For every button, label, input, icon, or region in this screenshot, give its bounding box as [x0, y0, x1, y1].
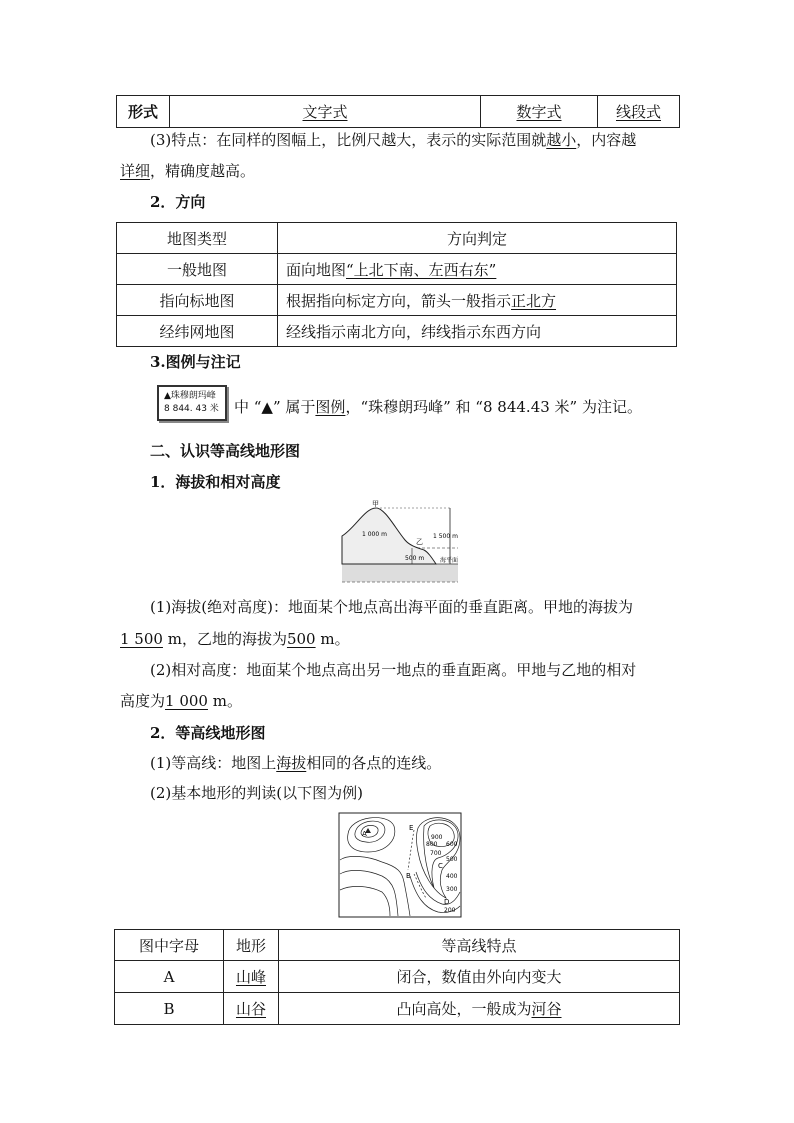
contour-value-300: 300 [446, 886, 458, 893]
altitude-heading: 1．海拔和相对高度 [150, 473, 281, 491]
landform-row-letter: A [115, 961, 224, 993]
legend-heading: 3.图例与注记 [150, 353, 241, 371]
landform-heading: (2)基本地形的判读(以下图为例) [150, 784, 363, 802]
section2-heading: 二、认识等高线地形图 [150, 442, 301, 460]
point-jia-label: 甲 [372, 500, 379, 508]
landform-row-form: 山峰 [224, 961, 279, 993]
scale-form-table [116, 95, 680, 128]
legend-sample-peak: ▲珠穆朗玛峰 [164, 391, 216, 401]
map-label-c: C [438, 862, 443, 870]
landform-table [114, 929, 680, 1025]
landform-row-feature: 闭合，数值由外向内变大 [279, 961, 680, 993]
map-label-e: E [409, 824, 414, 832]
direction-row-rule: 经线指示南北方向，纬线指示东西方向 [278, 316, 677, 347]
legend-sample-height: 8 844. 43 米 [164, 404, 219, 414]
altitude-def-line1: (1)海拔(绝对高度)：地面某个地点高出海平面的垂直距离。甲地的海拔为 [150, 598, 633, 616]
height-500-label: 500 m [405, 555, 425, 562]
landform-row-feature: 凸向高处，一般成为河谷 [279, 993, 680, 1025]
contour-map [338, 812, 462, 918]
scale-feature-line2: 详细，精确度越高。 [120, 162, 256, 180]
landform-header-letter: 图中字母 [115, 930, 224, 961]
map-label-a: A [362, 830, 367, 838]
relative-def-line2: 高度为1 000 m。 [120, 692, 242, 710]
direction-row-rule: 面向地图“上北下南、左西右东” [278, 254, 677, 285]
legend-text: 中 “▲” 属于图例，“珠穆朗玛峰” 和 “8 844.43 米” 为注记。 [234, 398, 642, 416]
map-label-b: B [406, 872, 411, 880]
contour-value-400: 400 [446, 873, 458, 880]
scale-header-form: 形式 [117, 96, 170, 128]
direction-row-type: 指向标地图 [117, 285, 278, 316]
contour-value-600: 600 [446, 841, 458, 848]
point-yi-label: 乙 [416, 538, 423, 546]
landform-row-letter: B [115, 993, 224, 1025]
direction-heading: 2．方向 [150, 193, 206, 211]
altitude-def-line2: 1 500 m，乙地的海拔为500 m。 [120, 630, 350, 648]
scale-header-text: 文字式 [170, 96, 481, 128]
scale-header-numeric: 数字式 [481, 96, 598, 128]
direction-row-type: 经纬网地图 [117, 316, 278, 347]
contour-value-200: 200 [444, 907, 456, 914]
contour-def: (1)等高线：地图上海拔相同的各点的连线。 [150, 754, 442, 772]
scale-feature-line1: (3)特点：在同样的图幅上，比例尺越大，表示的实际范围就越小，内容越 [150, 131, 637, 149]
legend-sample-box [157, 385, 227, 421]
direction-row-rule: 根据指向标定方向，箭头一般指示正北方 [278, 285, 677, 316]
relative-def-line1: (2)相对高度：地面某个地点高出另一地点的垂直距离。甲地与乙地的相对 [150, 661, 637, 679]
landform-header-form: 地形 [224, 930, 279, 961]
contour-value-500: 500 [446, 856, 458, 863]
landform-header-feature: 等高线特点 [279, 930, 680, 961]
sea-level-label: 海平面 [440, 557, 459, 564]
altitude-diagram [340, 498, 460, 584]
height-1000-label: 1 000 m [362, 531, 387, 538]
map-label-d: D [444, 898, 450, 906]
contour-value-800: 800 [426, 841, 438, 848]
landform-row-form: 山谷 [224, 993, 279, 1025]
contour-value-700: 700 [430, 850, 442, 857]
direction-header-rule: 方向判定 [278, 223, 677, 254]
height-1500-label: 1 500 m [433, 533, 458, 540]
contour-value-900: 900 [431, 834, 443, 841]
scale-header-segment: 线段式 [598, 96, 680, 128]
direction-row-type: 一般地图 [117, 254, 278, 285]
direction-header-type: 地图类型 [117, 223, 278, 254]
contour-heading: 2．等高线地形图 [150, 724, 266, 742]
direction-table [116, 222, 677, 347]
